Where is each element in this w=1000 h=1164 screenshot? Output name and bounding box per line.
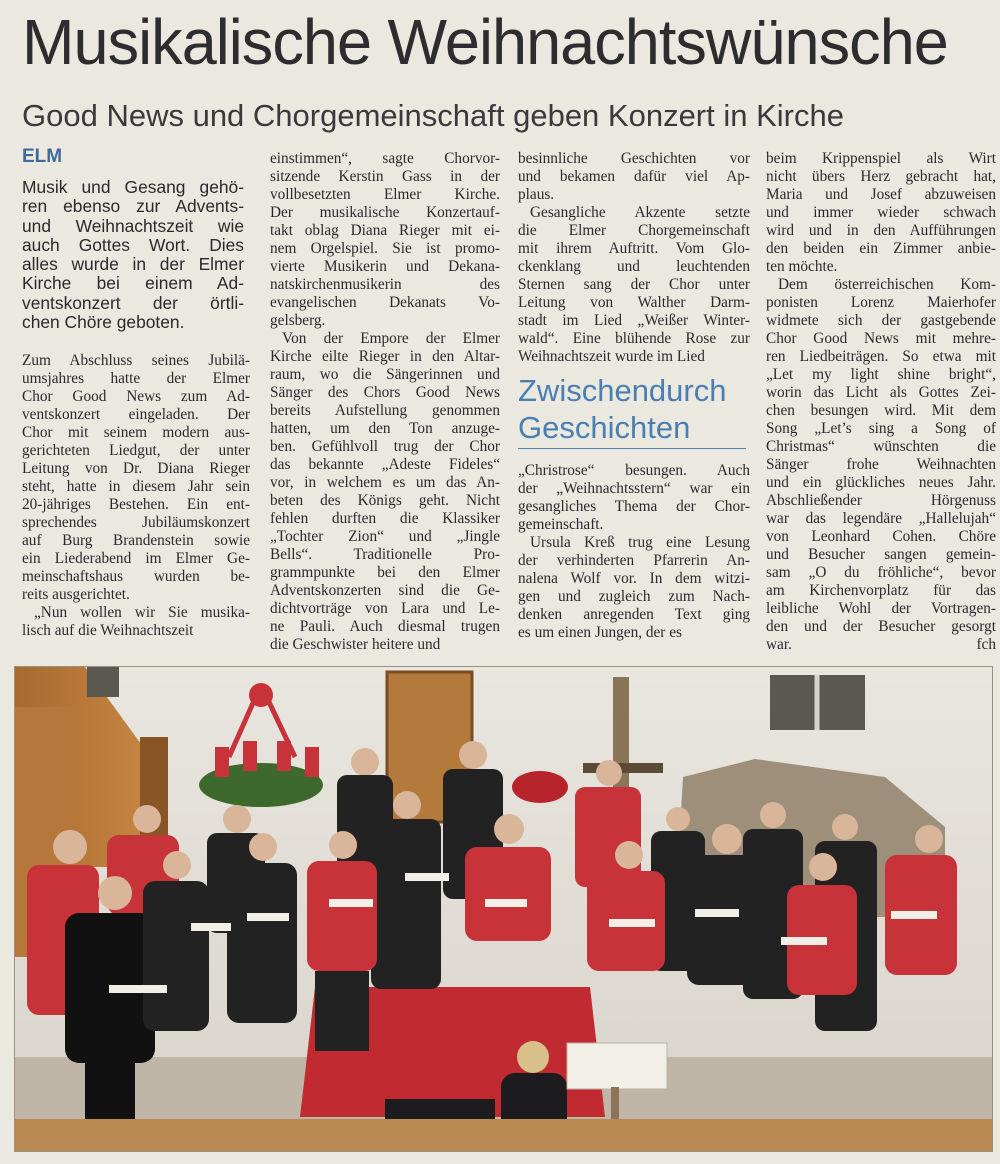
col3-line: plaus. — [518, 186, 555, 203]
lead-line: ren ebenso zur Advents- — [22, 196, 244, 217]
col1-line: Chor Good News zum Ad- — [22, 388, 250, 405]
col4-line: widmete sich der gastgebende — [766, 312, 996, 329]
col3b-line: es um einen Jungen, der es — [518, 624, 682, 641]
col2-line: natskirchenmusikerin des — [270, 276, 500, 293]
col3-line: mit ihrem Auftritt. Vom Glo- — [518, 240, 750, 257]
col4-line: Maria und Josef abzuweisen — [766, 186, 996, 203]
col2-line: takt oblag Diana Rieger mit ei- — [270, 222, 500, 239]
col2-line: bereits Aufstellung genommen — [270, 402, 500, 419]
col3b-line: Ursula Kreß trug eine Lesung — [530, 534, 750, 551]
choir-photo — [14, 666, 993, 1152]
col3-line: besinnliche Geschichten vor — [518, 150, 750, 167]
col1-line: steht, hatte in diesem Jahr sein — [22, 478, 250, 495]
col2-line: evangelischen Dekanats Vo- — [270, 294, 500, 311]
lead-paragraph — [22, 178, 244, 332]
col2-line: grammpunkte bei den Elmer — [270, 564, 500, 581]
col2-line: vollbesetzten Elmer Kirche. — [270, 186, 500, 203]
col4-line: „Let my light shine bright“, — [766, 366, 996, 383]
col1-line: auf Burg Brandenstein sowie — [22, 532, 250, 549]
col2-line: sitzende Kerstin Gass in der — [270, 168, 500, 185]
col4-line: chen besungen wird. Mit dem — [766, 402, 996, 419]
col3b-line: „Christrose“ besungen. Auch — [518, 462, 750, 479]
col3b-line: nalena Wolf vor. In dem witzi- — [518, 570, 750, 587]
lead-line: Musik und Gesang gehö- — [22, 177, 244, 197]
author-initials: fch — [976, 636, 996, 653]
col1-line: „Nun wollen wir Sie musika- — [34, 604, 250, 621]
col4-line: war das legendäre „Hallelujah“ — [766, 510, 996, 527]
article-headline: Musikalische Weihnachtswünsche — [22, 6, 948, 78]
col4-line: Chor Good News mit mehre- — [766, 330, 996, 347]
col1-line: ventskonzert eingeladen. Der — [22, 406, 250, 423]
text-column-4 — [766, 150, 996, 654]
col2-line: fehlen durften die Klassiker — [270, 510, 500, 527]
intertitle-rule — [518, 448, 746, 449]
col1-line: reits ausgerichtet. — [22, 586, 130, 603]
text-column-3 — [518, 150, 750, 366]
lead-line: auch Gottes Wort. Dies — [22, 234, 244, 255]
col1-line: Leitung von Dr. Diana Rieger — [22, 460, 250, 477]
col2-line: Adventskonzerten sind die Ge- — [270, 582, 500, 599]
col4-line: den beiden ein Zimmer anbie- — [766, 240, 996, 257]
col2-line: nem Orgelspiel. Sie ist promo- — [270, 240, 500, 257]
col2-line: ne Pauli. Auch diesmal trugen — [270, 618, 500, 635]
col4-line: den und der Besucher gesorgt — [766, 618, 996, 635]
col2-line: „Tochter Zion“ und „Jingle — [270, 528, 500, 545]
col1-line: sprechendes Jubiläumskonzert — [22, 514, 250, 531]
col2-line: Bells“. Traditionelle Pro- — [270, 546, 500, 563]
col4-line: war. fch — [766, 636, 996, 653]
col1-line: umsjahres hatte der Elmer — [22, 370, 250, 387]
col3-line: Sternen sang der Chor unter — [518, 276, 750, 293]
lead-line: ventskonzert der örtli- — [22, 292, 244, 313]
intertitle-line-2: Geschichten — [518, 410, 691, 445]
col2-line: dichtvorträge von Lara und Le- — [270, 600, 500, 617]
lead-line: und Weihnachtszeit wie — [22, 215, 244, 236]
col4-line: und Besucher sangen gemein- — [766, 546, 996, 563]
col2-line: Kirche eilte Rieger in den Altar- — [270, 348, 500, 365]
col3-line: Gesangliche Akzente setzte — [530, 204, 750, 221]
col1-line: gerichteten Liedgut, der unter — [22, 442, 250, 459]
col2-line: beten des Königs geht. Nicht — [270, 492, 500, 509]
col3-line: die Elmer Chorgemeinschaft — [518, 222, 750, 239]
col4-line: Abschließender Hörgenuss — [766, 492, 996, 509]
col4-line: und ein glückliches neues Jahr. — [766, 474, 996, 491]
col3b-line: der verhinderten Pfarrerin An- — [518, 552, 750, 569]
col2-line: die Geschwister heitere und — [270, 636, 441, 653]
col3b-line: gemeinschaft. — [518, 516, 604, 533]
col4-line: wird und in den Aufführungen — [766, 222, 996, 239]
col3-line: wald“. Eine blühende Rose zur — [518, 330, 750, 347]
col3b-line: der „Weihnachtsstern“ war ein — [518, 480, 750, 497]
text-column-1 — [22, 352, 250, 640]
intertitle — [518, 372, 750, 446]
col1-line: meinschaftshaus wurden be- — [22, 568, 250, 585]
col1-line: Chor mit seinem modern aus- — [22, 424, 250, 441]
col4-line: Christmas“ wünschten die — [766, 438, 996, 455]
col3-line: Weihnachtszeit wurde im Lied — [518, 348, 705, 365]
intertitle-line-1: Zwischendurch — [518, 373, 727, 408]
col4-line: ponisten Lorenz Maierhofer — [766, 294, 996, 311]
col2-line: gelsberg. — [270, 312, 326, 329]
col2-line: das bekannte „Adeste Fideles“ — [270, 456, 500, 473]
dateline: ELM — [22, 146, 63, 167]
col4-line: und immer wieder schwach — [766, 204, 996, 221]
col4-line: von Leonhard Cohen. Chöre — [766, 528, 996, 545]
col3b-line: gen und zugleich zum Nach- — [518, 588, 750, 605]
col4-line: nicht übers Herz gebracht hat, — [766, 168, 996, 185]
col4-line: worin das Licht als Gottes Zei- — [766, 384, 996, 401]
col1-line: ein Liederabend im Elmer Ge- — [22, 550, 250, 567]
article-subheadline: Good News und Chorgemeinschaft geben Konzert in Kirche — [22, 98, 844, 133]
lead-line: chen Chöre geboten. — [22, 312, 185, 333]
text-column-3-continued — [518, 462, 750, 642]
col2-line: raum, wo die Sängerinnen und — [270, 366, 500, 383]
col4-line: sam „O du fröhliche“, bevor — [766, 564, 996, 581]
col1-line: 20-jähriges Bestehen. Ein ent- — [22, 496, 250, 513]
col2-line: Der musikalische Konzertauf- — [270, 204, 500, 221]
col1-line: Zum Abschluss seines Jubilä- — [22, 352, 250, 369]
col3b-line: denken anregenden Text ging — [518, 606, 750, 623]
col1-line: lisch auf die Weihnachtszeit — [22, 622, 194, 639]
col4-line: leibliche Wohl der Vortragen- — [766, 600, 996, 617]
col3-line: und bekamen dafür viel Ap- — [518, 168, 750, 185]
col2-line: ben. Gefühlvoll trug der Chor — [270, 438, 500, 455]
col2-line: vor, in welchem es um das An- — [270, 474, 500, 491]
col4-line: ten möchte. — [766, 258, 838, 275]
col4-line: Dem österreichischen Kom- — [778, 276, 996, 293]
col3-line: Leitung von Walther Darm- — [518, 294, 750, 311]
col2-line: hatten, um den Ton anzuge- — [270, 420, 500, 437]
col4-line: Song „Let’s sing a Song of — [766, 420, 996, 437]
col2-line: Sänger des Chors Good News — [270, 384, 500, 401]
col3-line: ckenklang und leuchtenden — [518, 258, 750, 275]
col3b-line: gesangliches Thema der Chor- — [518, 498, 750, 515]
lead-line: Kirche bei einem Ad- — [22, 273, 244, 294]
col4-line: beim Krippenspiel als Wirt — [766, 150, 996, 167]
text-column-2 — [270, 150, 500, 654]
col4-line: Sänger frohe Weihnachten — [766, 456, 996, 473]
lead-line: alles wurde in der Elmer — [22, 254, 244, 275]
col4-line: am Kirchenvorplatz für das — [766, 582, 996, 599]
col2-line: Von der Empore der Elmer — [282, 330, 500, 347]
col2-line: einstimmen“, sagte Chorvor- — [270, 150, 500, 167]
col3-line: stadt im Lied „Weißer Winter- — [518, 312, 750, 329]
col4-line: ren Liedbeiträgen. So etwa mit — [766, 348, 996, 365]
col2-line: vierte Musikerin und Dekana- — [270, 258, 500, 275]
